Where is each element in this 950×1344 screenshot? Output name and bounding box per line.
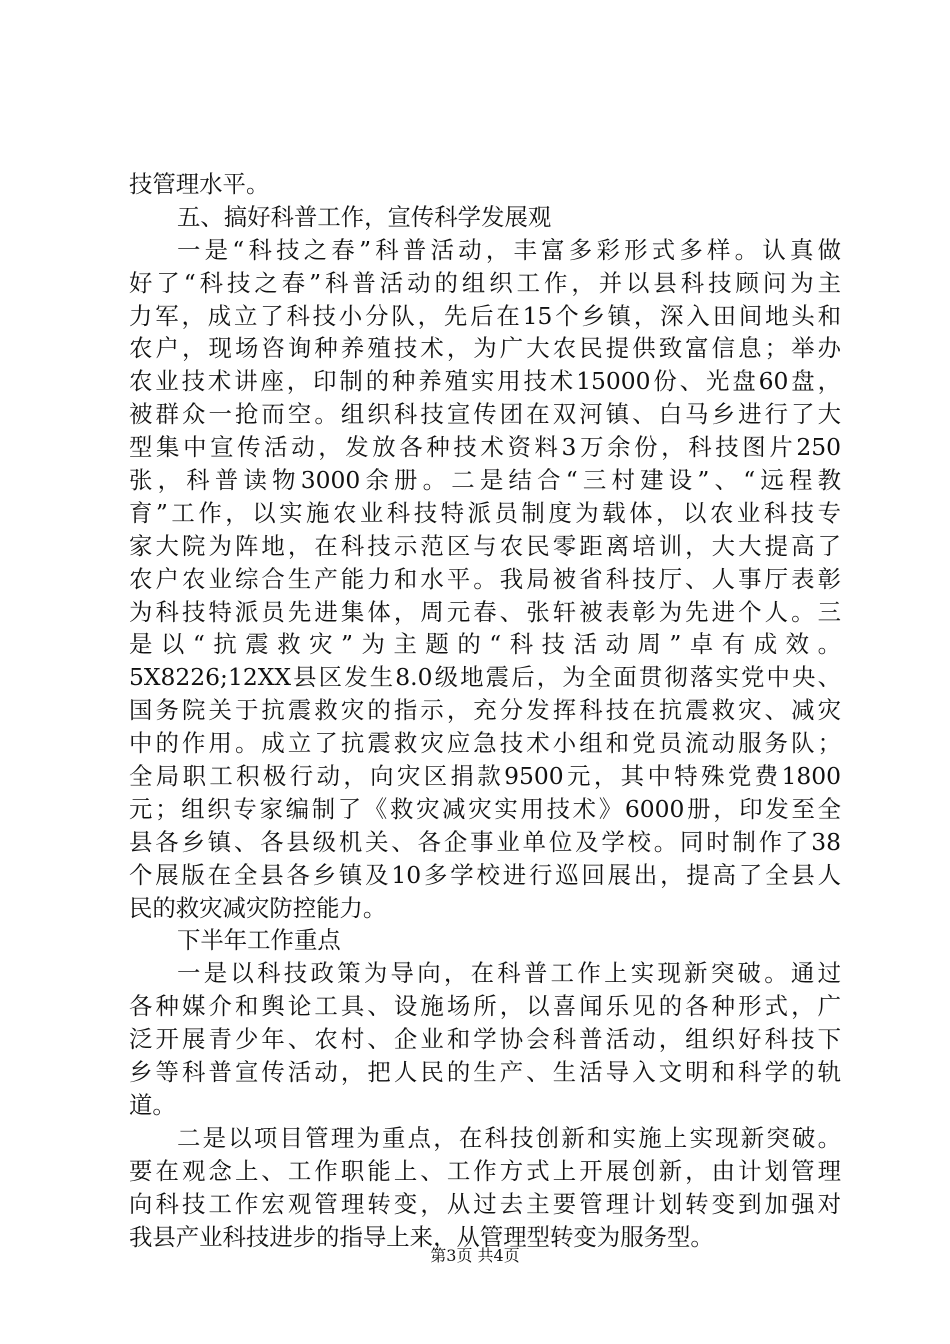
page-number: 第3页 共4页 <box>430 1246 520 1265</box>
text-line: 好了“科技之春”科普活动的组织工作，并以县科技顾问为主 <box>129 268 841 297</box>
text-line: 育”工作，以实施农业科技特派员制度为载体，以农业科技专 <box>129 498 841 527</box>
text-line: 技管理水平。 <box>129 170 270 198</box>
text-line: 乡等科普宣传活动，把人民的生产、生活导入文明和科学的轨 <box>129 1058 841 1087</box>
text-line: 农户，现场咨询种养殖技术，为广大农民提供致富信息；举办 <box>129 334 841 363</box>
text-line: 泛开展青少年、农村、企业和学协会科普活动，组织好科技下 <box>129 1025 841 1054</box>
text-line: 元；组织专家编制了《救灾减灾实用技术》6000册，印发至全 <box>129 794 841 823</box>
text-line: 被群众一抢而空。组织科技宣传团在双河镇、白马乡进行了大 <box>129 400 841 429</box>
document-body <box>129 168 841 1253</box>
text-line: 一是“科技之春”科普活动，丰富多彩形式多样。认真做 <box>177 235 841 264</box>
text-line: 农业技术讲座，印制的种养殖实用技术15000份、光盘60盘， <box>129 367 841 396</box>
text-line: 型集中宣传活动，发放各种技术资料3万余份，科技图片250 <box>129 433 841 462</box>
text-line: 国务院关于抗震救灾的指示，充分发挥科技在抗震救灾、减灾 <box>129 696 841 725</box>
text-line: 我县产业科技进步的指导上来，从管理型转变为服务型。 <box>129 1222 714 1251</box>
text-line: 5X8226;12XX县区发生8.0级地震后，为全面贯彻落实党中央、 <box>129 663 841 692</box>
text-line: 民的救灾减灾防控能力。 <box>129 893 387 922</box>
text-line: 向科技工作宏观管理转变，从过去主要管理计划转变到加强对 <box>129 1189 841 1218</box>
text-line: 张，科普读物3000余册。二是结合“三村建设”、“远程教 <box>129 466 841 495</box>
text-line: 道。 <box>129 1090 176 1119</box>
text-line: 二是以项目管理为重点，在科技创新和实施上实现新突破。 <box>177 1123 841 1152</box>
section-heading: 下半年工作重点 <box>177 926 341 955</box>
text-line: 力军，成立了科技小分队，先后在15个乡镇，深入田间地头和 <box>129 301 841 330</box>
text-line: 县各乡镇、各县级机关、各企事业单位及学校。同时制作了38 <box>129 827 841 856</box>
text-line: 家大院为阵地，在科技示范区与农民零距离培训，大大提高了 <box>129 531 841 560</box>
text-line: 要在观念上、工作职能上、工作方式上开展创新，由计划管理 <box>129 1156 841 1185</box>
text-line: 中的作用。成立了抗震救灾应急技术小组和党员流动服务队； <box>129 729 841 758</box>
text-line: 各种媒介和舆论工具、设施场所，以喜闻乐见的各种形式，广 <box>129 992 841 1021</box>
text-line: 个展版在全县各乡镇及10多学校进行巡回展出，提高了全县人 <box>129 860 841 889</box>
text-line: 农户农业综合生产能力和水平。我局被省科技厅、人事厅表彰 <box>129 564 841 593</box>
text-line: 一是以科技政策为导向，在科普工作上实现新突破。通过 <box>177 959 841 988</box>
section-heading: 五、搞好科普工作，宣传科学发展观 <box>177 202 552 231</box>
text-line: 为科技特派员先进集体，周元春、张轩被表彰为先进个人。三 <box>129 597 841 626</box>
text-line: 全局职工积极行动，向灾区捐款9500元，其中特殊党费1800 <box>129 762 841 791</box>
text-line: 是以“抗震救灾”为主题的“科技活动周”卓有成效。 <box>129 630 841 659</box>
